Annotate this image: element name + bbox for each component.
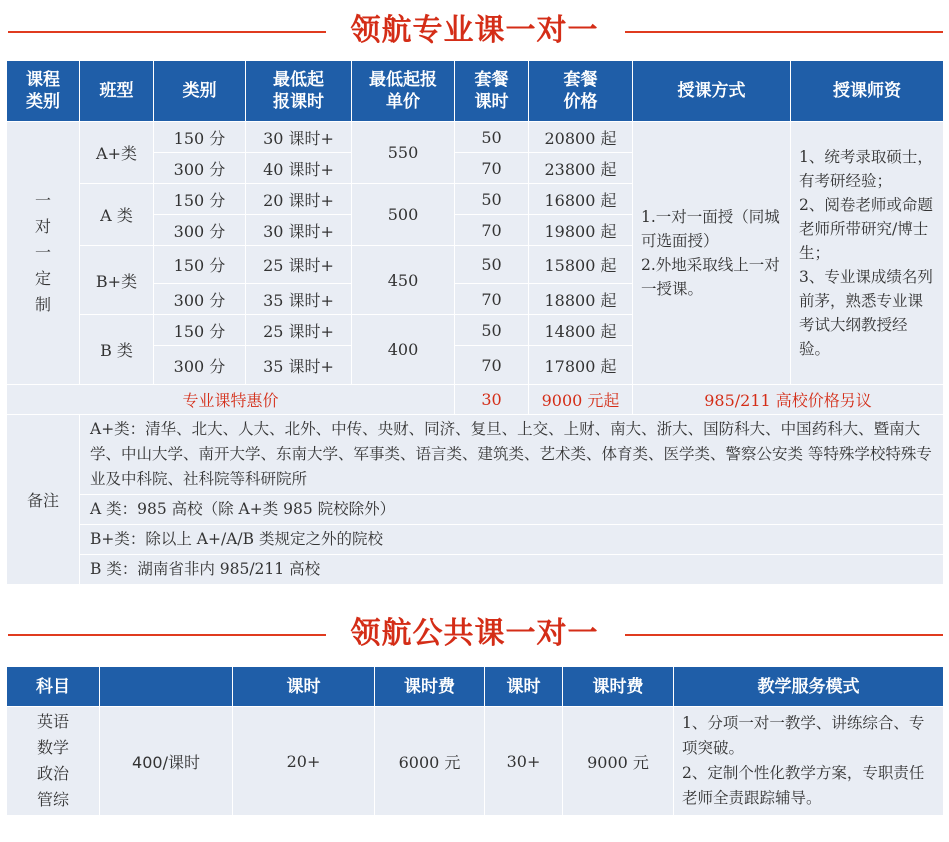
min-hours-cell: 25 课时+ [246, 246, 352, 284]
min-hours-cell: 35 课时+ [246, 346, 352, 385]
min-hours-cell: 25 课时+ [246, 315, 352, 346]
section1-title: 领航专业课一对一 [350, 13, 599, 48]
unit-price-cell: 550 [352, 122, 455, 184]
table-row [7, 707, 944, 816]
remarks-label: 备注 [7, 415, 80, 585]
unit-price-cell: 400 [352, 315, 455, 385]
pkg-price-cell: 14800 起 [529, 315, 633, 346]
min-hours-cell: 30 课时+ [246, 215, 352, 246]
pkg-price-cell: 15800 起 [529, 246, 633, 284]
special-price-label: 专业课特惠价 [7, 385, 455, 415]
remarks-row [7, 415, 944, 495]
hours-cell: 30+ [485, 707, 563, 816]
fee-cell: 6000 元 [375, 707, 485, 816]
category-cell: 一对一定制 [7, 122, 80, 385]
pkg-price-cell: 16800 起 [529, 184, 633, 215]
remarks-row [7, 495, 944, 525]
min-hours-cell: 40 课时+ [246, 153, 352, 184]
remarks-line: B+类：除以上 A+/A/B 类规定之外的院校 [80, 525, 944, 555]
class-type-cell: A 类 [80, 184, 154, 246]
header-fee-1: 课时费 [375, 667, 485, 707]
header-blank [100, 667, 233, 707]
score-cell: 150 分 [154, 184, 246, 215]
pkg-price-cell: 19800 起 [529, 215, 633, 246]
subject-item: 数学 [36, 738, 69, 757]
header-course-category: 课程类别 [7, 61, 80, 122]
pkg-price-cell: 18800 起 [529, 284, 633, 315]
header-hours-2: 课时 [485, 667, 563, 707]
teaching-method-cell: 1.一对一面授（同城可选面授） 2.外地采取线上一对一授课。 [633, 122, 791, 385]
remarks-line: A+类：清华、北大、人大、北外、中传、央财、同济、复旦、上交、上财、南大、浙大、国防科大、中国药科大、暨南大学、中山大学、南开大学、东南大学、军事类、语言类、建筑类、艺术类、体育类、医学类、警察公安类 等特殊学校特殊专业及中科院、社科院等科研院所 [80, 415, 944, 495]
special-price-hours: 30 [455, 385, 529, 415]
service-mode-cell: 1、分项一对一教学、讲练综合、专项突破。 2、定制个性化教学方案，专职责任老师全责跟踪辅导。 [674, 707, 944, 816]
score-cell: 150 分 [154, 246, 246, 284]
fee-cell: 9000 元 [563, 707, 674, 816]
special-price-row [7, 385, 944, 415]
public-course-table [6, 666, 944, 816]
header-hours-1: 课时 [233, 667, 375, 707]
pkg-hours-cell: 70 [455, 284, 529, 315]
remarks-row [7, 525, 944, 555]
remarks-line: A 类：985 高校（除 A+类 985 院校除外） [80, 495, 944, 525]
subject-item: 管综 [36, 790, 69, 809]
professional-course-table [6, 60, 944, 585]
special-price-note: 985/211 高校价格另议 [633, 385, 944, 415]
pkg-hours-cell: 50 [455, 184, 529, 215]
section2-header [0, 609, 949, 659]
header-class-type: 班型 [80, 61, 154, 122]
min-hours-cell: 20 课时+ [246, 184, 352, 215]
table-row [7, 122, 944, 153]
remarks-line: B 类：湖南省非内 985/211 高校 [80, 555, 944, 585]
pkg-hours-cell: 50 [455, 315, 529, 346]
score-cell: 300 分 [154, 284, 246, 315]
pkg-hours-cell: 50 [455, 122, 529, 153]
score-cell: 150 分 [154, 315, 246, 346]
remarks-row [7, 555, 944, 585]
min-hours-cell: 35 课时+ [246, 284, 352, 315]
section2-title: 领航公共课一对一 [350, 616, 599, 651]
unit-price-cell: 500 [352, 184, 455, 246]
subject-item: 政治 [36, 764, 69, 783]
pkg-hours-cell: 70 [455, 215, 529, 246]
pkg-price-cell: 20800 起 [529, 122, 633, 153]
unit-price-cell: 450 [352, 246, 455, 315]
teachers-cell: 1、统考录取硕士，有考研经验； 2、阅卷老师或命题老师所带研究/博士生； 3、专业课成绩名列前茅，熟悉专业课考试大纲教授经验。 [791, 122, 944, 385]
pkg-price-cell: 17800 起 [529, 346, 633, 385]
header-teachers: 授课师资 [791, 61, 944, 122]
header-teaching-method: 授课方式 [633, 61, 791, 122]
unit-price-cell: 400/课时 [100, 707, 233, 816]
section1-header [0, 6, 949, 56]
pkg-hours-cell: 70 [455, 153, 529, 184]
table-header-row [7, 667, 944, 707]
score-cell: 150 分 [154, 122, 246, 153]
min-hours-cell: 30 课时+ [246, 122, 352, 153]
subjects-cell [7, 707, 100, 816]
pkg-price-cell: 23800 起 [529, 153, 633, 184]
header-pkg-price: 套餐价格 [529, 61, 633, 122]
header-pkg-hours: 套餐课时 [455, 61, 529, 122]
header-category: 类别 [154, 61, 246, 122]
hours-cell: 20+ [233, 707, 375, 816]
header-min-price: 最低起报单价 [352, 61, 455, 122]
pkg-hours-cell: 70 [455, 346, 529, 385]
pkg-hours-cell: 50 [455, 246, 529, 284]
special-price-value: 9000 元起 [529, 385, 633, 415]
header-fee-2: 课时费 [563, 667, 674, 707]
class-type-cell: A+类 [80, 122, 154, 184]
header-subject: 科目 [7, 667, 100, 707]
score-cell: 300 分 [154, 346, 246, 385]
header-service-mode: 教学服务模式 [674, 667, 944, 707]
subject-item: 英语 [36, 712, 69, 731]
class-type-cell: B+类 [80, 246, 154, 315]
header-min-hours: 最低起报课时 [246, 61, 352, 122]
score-cell: 300 分 [154, 215, 246, 246]
class-type-cell: B 类 [80, 315, 154, 385]
table-header-row [7, 61, 944, 122]
score-cell: 300 分 [154, 153, 246, 184]
